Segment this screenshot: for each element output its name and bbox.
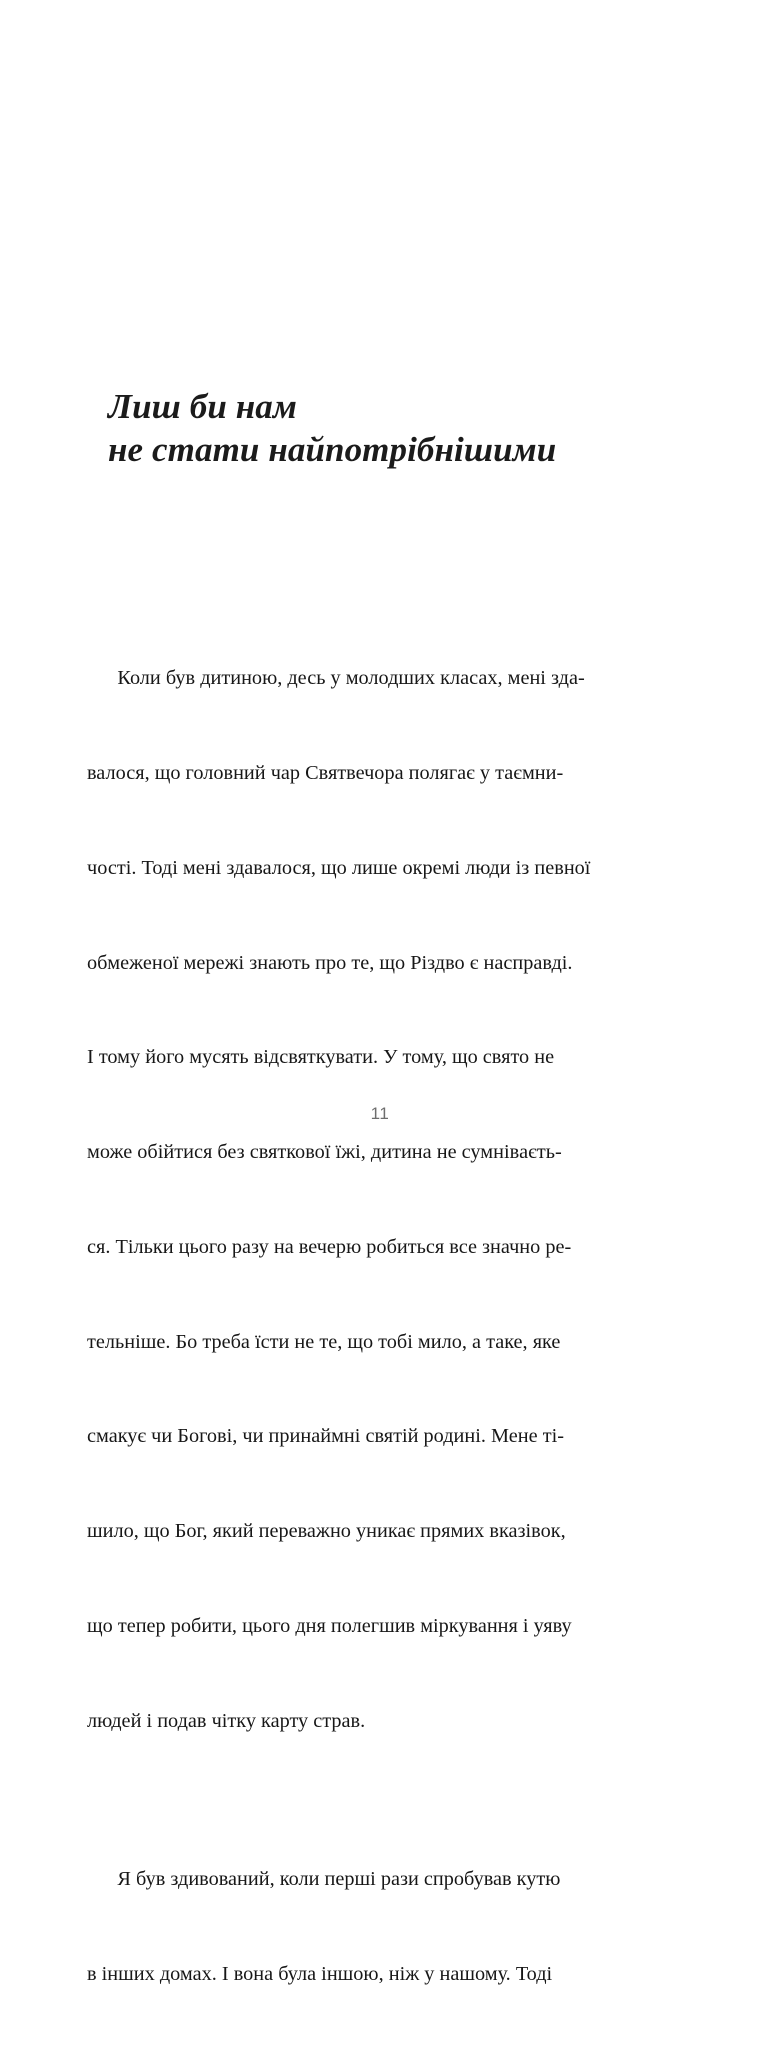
chapter-title-line-1: Лиш би нам [108,387,297,427]
text-line: ся. Тільки цього разу на вечерю робиться все значно ре- [87,1235,572,1258]
chapter-title [108,385,668,471]
text-line: обмеженої мережі знають про те, що Різдво є насправді. [87,951,573,974]
text-line: людей і подав чітку карту страв. [87,1709,366,1732]
paragraph-2 [87,1801,642,2053]
text-line: валося, що головний чар Святвечора полягає у таємни- [87,761,564,784]
text-line: шило, що Бог, який переважно уникає прямих вказівок, [87,1520,566,1543]
page-number: 11 [370,1104,390,1123]
text-line: Я був здивований, коли перші рази спробував кутю [87,1867,561,1890]
text-line: смакує чи Богові, чи принаймні святій родині. Мене ті- [87,1425,564,1448]
text-line: І тому його мусять відсвяткувати. У тому, що свято не [87,1046,555,1069]
text-line: в інших домах. І вона була іншою, ніж у нашому. Тоді [87,1962,553,1985]
paragraph-1 [87,600,642,1801]
text-line: тельніше. Бо треба їсти не те, що тобі мило, а таке, яке [87,1330,561,1353]
text-line: що тепер робити, цього дня полегшив міркування і уяву [87,1615,572,1637]
text-line: може обійтися без святкової їжі, дитина не сумнівaєть- [87,1141,562,1164]
chapter-title-line-2: не стати найпотрібнішими [108,430,557,470]
text-line: чості. Тоді мені здавалося, що лише окремі люди із певної [87,856,591,879]
text-line: Коли був дитиною, десь у молодших класах, мені зда- [87,667,585,690]
body-text-block [87,600,642,2053]
